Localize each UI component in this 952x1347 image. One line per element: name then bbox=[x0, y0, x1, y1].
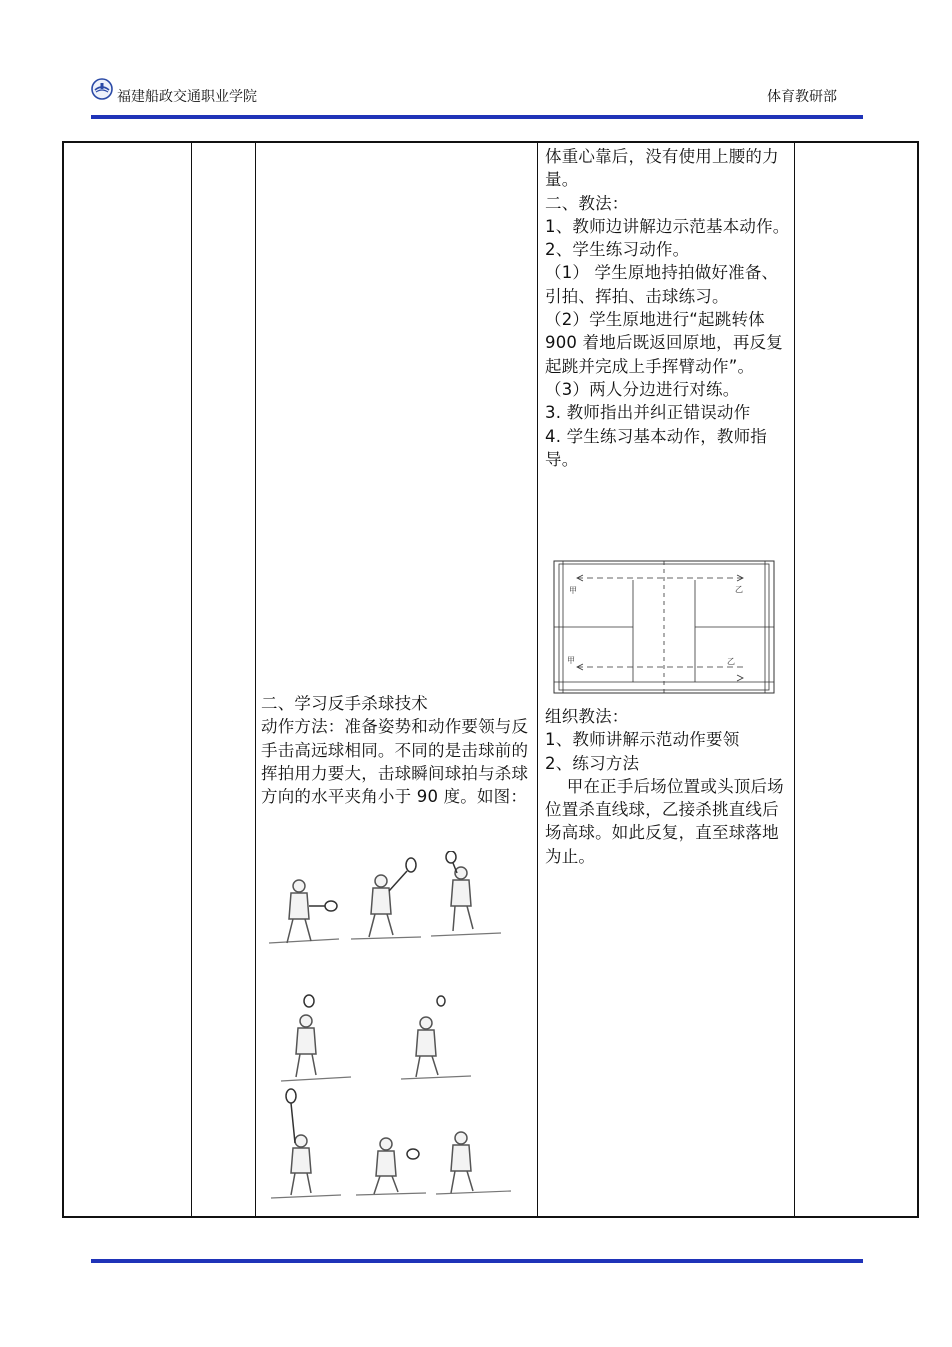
paragraph: 二、教法： bbox=[545, 193, 629, 213]
teaching-method-text bbox=[545, 145, 793, 471]
column-divider bbox=[191, 143, 192, 1216]
school-logo-icon bbox=[91, 78, 113, 100]
paragraph: 甲在正手后场位置或头顶后场位置杀直线球，乙接杀挑直线后场高球。如此反复，直至球落地为止。 bbox=[545, 776, 784, 866]
section-heading: 二、学习反手杀球技术 bbox=[261, 694, 428, 713]
header-rule bbox=[91, 115, 863, 119]
paragraph: 体重心靠后，没有使用上腰的力量。 bbox=[545, 147, 779, 190]
paragraph: 2、练习方法 bbox=[545, 753, 640, 773]
paragraph: 4. 学生练习基本动作，教师指导。 bbox=[545, 426, 767, 469]
paragraph: （3）两人分边进行对练。 bbox=[545, 379, 740, 399]
paragraph: 1、教师边讲解边示范基本动作。 bbox=[545, 216, 790, 236]
school-name: 福建船政交通职业学院 bbox=[117, 89, 257, 105]
player-b-marker: 乙 bbox=[735, 585, 743, 594]
court-drill-diagram bbox=[553, 560, 775, 694]
player-a-marker: 甲 bbox=[567, 656, 575, 665]
paragraph: （2）学生原地进行“起跳转体 900 着地后既返回原地，再反复起跳并完成上手挥臂动作”。 bbox=[545, 310, 783, 376]
paragraph: 动作方法：准备姿势和动作要领与反手击高远球相同。不同的是击球前的 挥拍用力要大，击球瞬间球拍与杀球方向的水平夹角小于 90 度。如图： bbox=[261, 717, 540, 807]
department-name: 体育教研部 bbox=[767, 89, 837, 105]
page-header bbox=[91, 78, 863, 118]
paragraph: 1、教师讲解示范动作要领 bbox=[545, 730, 740, 750]
player-a-marker: 甲 bbox=[569, 586, 577, 595]
backhand-smash-figure bbox=[261, 851, 539, 1215]
section-heading: 组织教法： bbox=[545, 707, 629, 726]
column-divider bbox=[255, 143, 256, 1216]
paragraph: （1） 学生原地持拍做好准备、引拍、挥拍、击球练习。 bbox=[545, 263, 779, 306]
paragraph: 2、学生练习动作。 bbox=[545, 240, 690, 260]
footer-rule bbox=[91, 1259, 863, 1263]
paragraph: 3. 教师指出并纠正错误动作 bbox=[545, 403, 751, 423]
player-b-marker: 乙 bbox=[727, 657, 735, 666]
backhand-smash-text bbox=[261, 692, 539, 808]
lesson-table bbox=[62, 141, 919, 1218]
organization-method-text bbox=[545, 705, 793, 868]
column-divider bbox=[794, 143, 795, 1216]
